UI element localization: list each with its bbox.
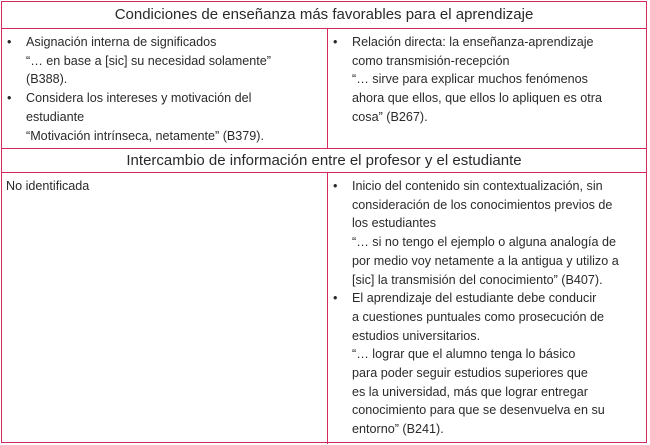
item-line: “Motivación intrínseca, netamente” (B379). [26,128,264,143]
item-line: Considera los intereses y motivación del [26,91,252,106]
item-line: Relación directa: la enseñanza-aprendizaje [352,35,594,49]
item-line: “… sirve para explicar muchos fenómenos [352,72,588,87]
item-line: Asignación interna de significados [26,35,217,49]
divider [2,28,646,29]
cell-exchange-left: No identificada [6,179,90,193]
item-line: cosa” (B267). [352,109,428,124]
section-title-exchange: Intercambio de información entre el profesor y el estudiante [126,152,522,169]
bullet-icon: • [7,35,12,49]
cell-conditions-right [328,33,646,127]
item-line: conocimiento para que se desenvuelva en su [352,403,605,418]
item-line: [sic] la transmisión del conocimiento” (B407). [352,272,603,287]
bullet-item [2,89,326,145]
item-line: Inicio del contenido sin contextualización, sin [352,179,603,193]
cell-exchange-right [328,177,646,439]
bullet-icon: • [333,291,338,306]
item-line: estudios universitarios. [352,328,481,343]
item-line: El aprendizaje del estudiante debe conducir [352,291,597,306]
bullet-icon: • [7,91,12,106]
item-line: “… si no tengo el ejemplo o alguna analogía de [352,235,616,250]
item-line: entorno” (B241). [352,422,444,437]
item-line: los estudiantes [352,216,437,231]
item-line: “… en base a [sic] su necesidad solamente” [26,53,272,68]
item-line: ahora que ellos, que ellos lo apliquen es otra [352,91,602,106]
cell-conditions-left [2,33,326,145]
item-line: es la universidad, más que lograr entregar [352,384,588,399]
section-title-conditions: Condiciones de enseñanza más favorables para el aprendizaje [114,6,534,23]
bullet-item [328,289,646,439]
divider [2,172,646,173]
conditions-table [1,1,647,443]
item-line: “… lograr que el alumno tenga lo básico [352,347,576,362]
bullet-icon: • [333,35,338,49]
bullet-item [2,33,326,89]
item-line: por medio voy netamente a la antigua y utilizo a [352,253,619,268]
item-line: a cuestiones puntuales como prosecución de [352,309,605,324]
item-line: consideración de los conocimientos previos de [352,197,613,212]
bullet-icon: • [333,179,338,193]
bullet-item [328,177,646,289]
item-line: como transmisión-recepción [352,53,510,68]
item-line: para poder seguir estudios superiores que [352,366,588,381]
item-line: estudiante [26,109,85,124]
item-line: (B388). [26,72,68,87]
bullet-item [328,33,646,127]
